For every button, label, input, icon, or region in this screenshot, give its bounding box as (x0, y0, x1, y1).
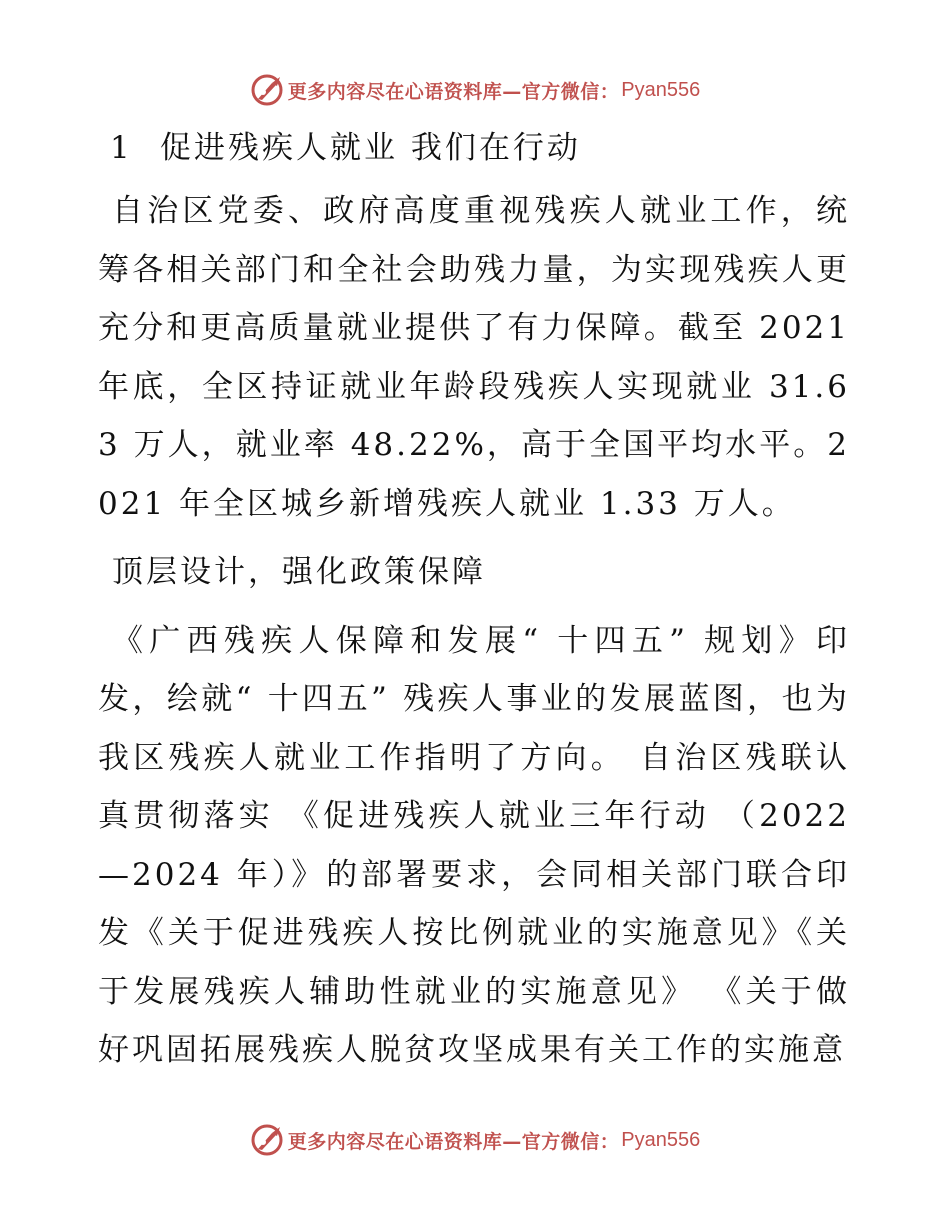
quill-logo-icon (250, 1123, 284, 1157)
paragraph-policy: 《广西残疾人保障和发展“ 十四五” 规划》印发，绘就“ 十四五” 残疾人事业的发展蓝图，也为我区残疾人就业工作指明了方向。 自治区残联认真贯彻落实 《促进残疾人就业三年行动 （2022—2024 年）》的部署要求，会同相关部门联合印发《关于促进残疾人按比例就业的实施意见》《关于发展残疾人辅助性就业的实施意见》 《关于做好巩固拓展残疾人脱贫攻坚成果有关工作的实施意 (98, 622, 850, 1068)
section-number: 1 (110, 130, 133, 166)
section-heading (98, 122, 850, 174)
footer-watermark-banner (0, 1120, 950, 1160)
header-watermark-banner (0, 70, 950, 110)
banner-wechat-id: Pyan556 (621, 78, 701, 101)
section-title: 促进残疾人就业 我们在行动 (160, 130, 581, 166)
document-body (98, 122, 850, 1080)
banner-wechat-id: Pyan556 (621, 1128, 701, 1151)
banner-text: 更多内容尽在心语资料库—官方微信： (287, 80, 620, 103)
subheading-policy: 顶层设计，强化政策保障 (112, 554, 486, 590)
quill-logo-icon (250, 73, 284, 107)
banner-text: 更多内容尽在心语资料库—官方微信： (287, 1130, 620, 1153)
paragraph-intro: 自治区党委、政府高度重视残疾人就业工作，统筹各相关部门和全社会助残力量，为实现残疾人更充分和更高质量就业提供了有力保障。截至 2021 年底，全区持证就业年龄段残疾人实现就业 31.63 万人，就业率 48.22%，高于全国平均水平。2021 年全区城乡新增残疾人就业 1.33 万人。 (98, 193, 850, 522)
